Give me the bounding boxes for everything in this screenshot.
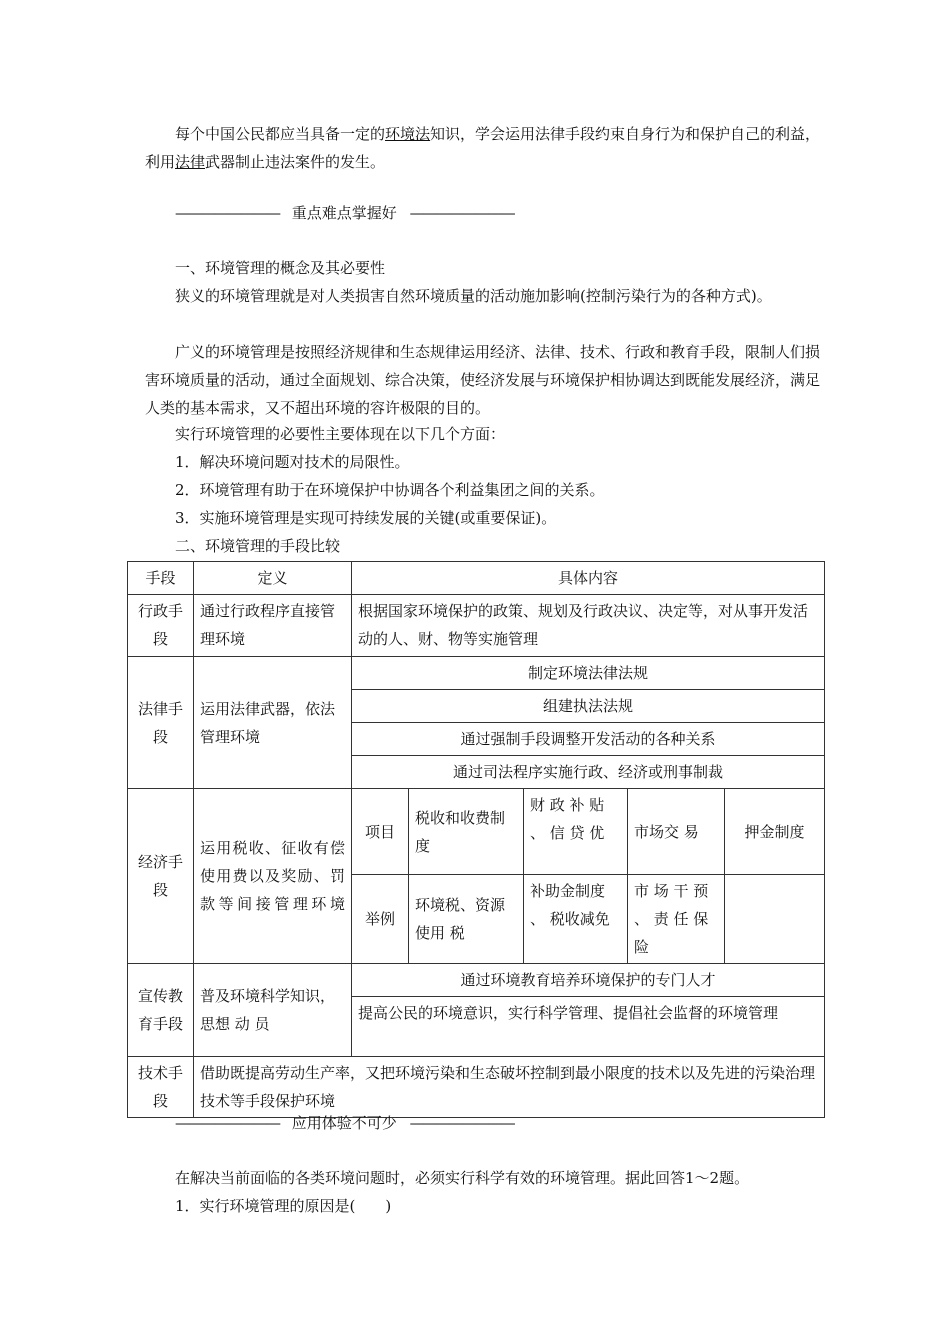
admin-definition: 通过行政程序直接管理环境: [194, 595, 352, 657]
legal-content-3: 通过强制手段调整开发活动的各种关系: [352, 723, 825, 756]
legal-content-1: 制定环境法律法规: [352, 657, 825, 690]
management-means-table: [127, 561, 825, 1118]
intro-text-1: 每个中国公民都应当具备一定的: [175, 125, 386, 143]
necessity-item-2: 2．环境管理有助于在环境保护中协调各个利益集团之间的关系。: [175, 481, 605, 499]
part2-heading: 二、环境管理的手段比较: [175, 537, 341, 555]
environment-law-link[interactable]: 环境法: [385, 125, 431, 143]
divider-right: ————————: [409, 204, 514, 222]
narrow-definition: 狭义的环境管理就是对人类损害自然环境质量的活动施加影响(控制污染行为的各种方式)。: [175, 287, 772, 305]
legal-definition: 运用法律武器，依法管理环境: [194, 657, 352, 789]
divider-left: ————————: [175, 1114, 279, 1132]
tech-content: 借助既提高劳动生产率，又把环境污染和生态破坏控制到最小限度的技术以及先进的污染治理技术等手段保护环境: [194, 1057, 825, 1118]
legal-content-4: 通过司法程序实施行政、经济或刑事制裁: [352, 756, 825, 789]
question-stem: 在解决当前面临的各类环境问题时，必须实行科学有效的环境管理。据此回答1～2题。: [175, 1169, 750, 1187]
economic-definition: 运用税收、征收有偿使用费以及奖励、罚款等间接管理环境: [194, 789, 352, 964]
example-tax: 环境税、资源使用 税: [409, 875, 524, 964]
legal-name: 法律手段: [128, 657, 194, 789]
necessity-item-3: 3．实施环境管理是实现可持续发展的关键(或重要保证)。: [175, 509, 557, 527]
economic-tax: 税收和收费制度: [409, 789, 524, 875]
admin-name: 行政手段: [128, 595, 194, 657]
section-divider-key-points: [175, 203, 555, 223]
divider-left: ————————: [175, 204, 279, 222]
example-subsidy: 补助金制度 、 税收减免: [524, 875, 628, 964]
intro-text-2: 知识，学会运用法律手段约束自身行为和保护自己的利益，利用: [145, 125, 821, 171]
education-definition: 普及环境科学知识，思想 动 员: [194, 964, 352, 1057]
economic-subsidy: 财 政 补 贴 、 信 贷 优: [524, 789, 628, 875]
example-deposit: [725, 875, 825, 964]
divider-right: ————————: [409, 1114, 514, 1132]
necessity-intro: 实行环境管理的必要性主要体现在以下几个方面：: [175, 425, 506, 443]
broad-definition: 广义的环境管理是按照经济规律和生态规律运用经济、法律、技术、行政和教育手段，限制人们损害环境质量的活动，通过全面规划、综合决策，使经济发展与环境保护相协调达到既能发展经济，满足人类的基本需求，又不超出环境的容许极限的目的。: [145, 343, 821, 417]
economic-row2-label: 举例: [352, 875, 409, 964]
header-content: 具体内容: [352, 562, 825, 595]
admin-content: 根据国家环境保护的政策、规划及行政决议、决定等，对从事开发活动的人、财、物等实施管理: [352, 595, 825, 657]
tech-name: 技术手段: [128, 1057, 194, 1118]
education-name: 宣传教育手段: [128, 964, 194, 1057]
legal-content-2: 组建执法法规: [352, 690, 825, 723]
intro-text-3: 武器制止违法案件的发生。: [205, 153, 386, 171]
section-title-key-points: 重点难点掌握好: [291, 204, 397, 222]
example-market: 市 场 干 预 、 责 任 保 险: [628, 875, 725, 964]
header-definition: 定义: [194, 562, 352, 595]
economic-row1-label: 项目: [352, 789, 409, 875]
part1-heading: 一、环境管理的概念及其必要性: [175, 259, 386, 277]
education-content-2: 提高公民的环境意识，实行科学管理、提倡社会监督的环境管理: [352, 997, 825, 1057]
header-means: 手段: [128, 562, 194, 595]
necessity-item-1: 1．解决环境问题对技术的局限性。: [175, 453, 410, 471]
section-divider-application: [175, 1113, 555, 1133]
economic-name: 经济手段: [128, 789, 194, 964]
section-title-application: 应用体验不可少: [291, 1114, 397, 1132]
economic-market: 市场交 易: [628, 789, 725, 875]
education-content-1: 通过环境教育培养环境保护的专门人才: [352, 964, 825, 997]
law-link[interactable]: 法律: [175, 153, 206, 171]
question-1: 1．实行环境管理的原因是( ): [175, 1197, 392, 1215]
economic-deposit: 押金制度: [725, 789, 825, 875]
intro-paragraph: [145, 120, 825, 176]
